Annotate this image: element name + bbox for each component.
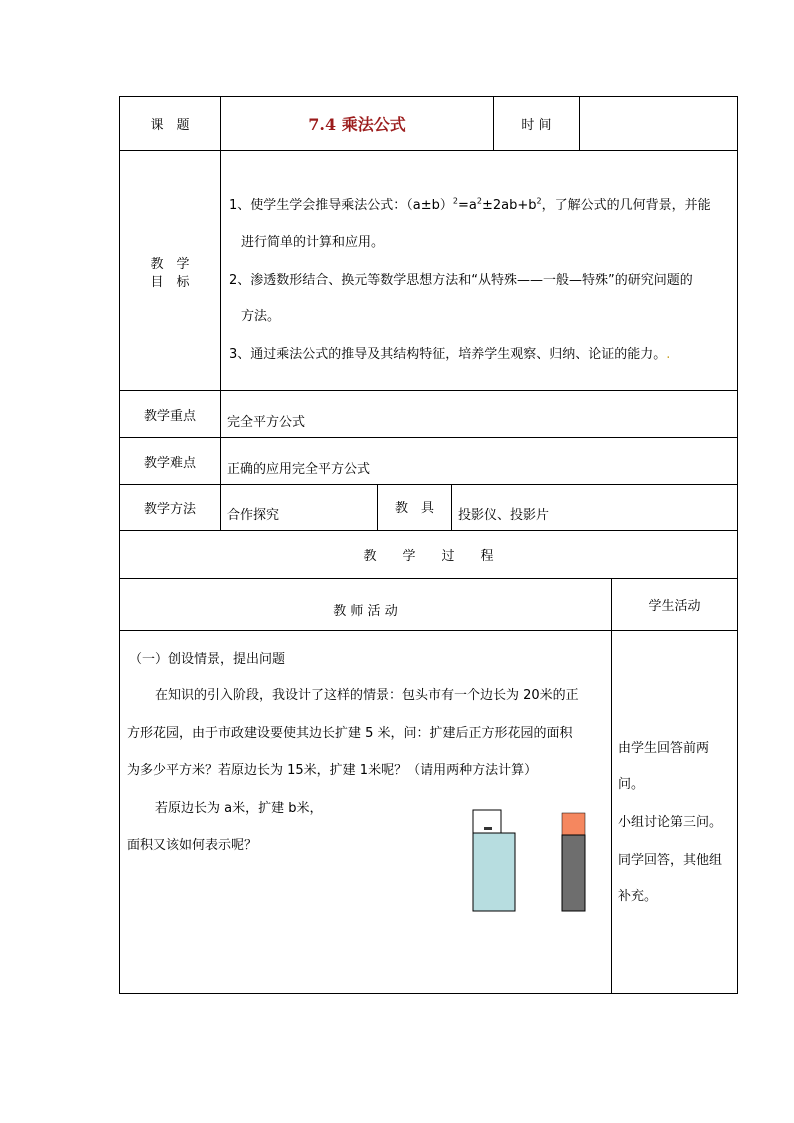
student-line-5: 补充。	[618, 889, 658, 904]
square-expansion-figure	[460, 805, 600, 915]
goals-label-line1: 教 学	[150, 257, 190, 272]
goal-item-1: 1、使学生学会推导乘法公式：$(a\pm b)^2=a^2\pm 2ab+b^2$，了解公式的几何背景，并能	[229, 196, 711, 213]
goal-item-3: 3、通过乘法公式的推导及其结构特征，培养学生观察、归纳、论证的能力。.	[229, 347, 671, 362]
student-line-2: 问。	[618, 777, 645, 792]
page-title: 7.4 乘法公式	[308, 115, 406, 134]
goals-label	[120, 151, 220, 390]
method-value: 合作探究	[227, 508, 280, 523]
gray-bar	[562, 835, 585, 911]
topic-label: 课 题	[150, 118, 190, 133]
para2-line1: 若原边长为 a米，扩建 b米，	[155, 801, 323, 816]
tools-label: 教 具	[394, 500, 434, 516]
difficulties-value: 正确的应用完全平方公式	[227, 462, 371, 477]
key-points-value: 完全平方公式	[227, 415, 306, 430]
goals-label-line2: 目 标	[150, 275, 190, 290]
method-label: 教学方法	[143, 502, 196, 517]
teacher-activity-header: 教 师 活 动	[333, 603, 398, 619]
orange-square	[562, 813, 585, 835]
student-line-3: 小组讨论第三问。	[618, 815, 723, 830]
student-line-1: 由学生回答前两	[618, 741, 710, 756]
para1-line3: 为多少平方米？若原边长为 15米，扩建 1米呢？（请用两种方法计算）	[127, 763, 538, 778]
section-title: （一）创设情景，提出问题	[129, 652, 286, 667]
light-blue-rectangle	[473, 833, 515, 911]
goal-item-1-line2: 进行简单的计算和应用。	[241, 235, 385, 250]
time-label: 时 间	[521, 118, 552, 133]
time-value	[580, 97, 737, 150]
para1-line2: 方形花园，由于市政建设要使其边长扩建 5 米，问：扩建后正方形花园的面积	[127, 726, 573, 741]
para1-line1: 在知识的引入阶段，我设计了这样的情景：包头市有一个边长为 20米的正	[155, 688, 579, 703]
process-title: 教 学 过 程	[363, 549, 494, 564]
difficulties-label: 教学难点	[143, 455, 196, 471]
goal-item-2-line2: 方法。	[241, 309, 281, 324]
tools-value: 投影仪、投影片	[458, 508, 550, 523]
student-line-4: 同学回答，其他组	[618, 853, 723, 868]
key-points-label: 教学重点	[143, 408, 196, 424]
dark-tab	[484, 827, 492, 830]
student-activity-header: 学生活动	[648, 599, 701, 614]
para2-line2: 面积又该如何表示呢？	[127, 838, 258, 853]
goal-item-2: 2、渗透数形结合、换元等数学思想方法和“从特殊——一般—特殊”的研究问题的	[229, 273, 693, 288]
